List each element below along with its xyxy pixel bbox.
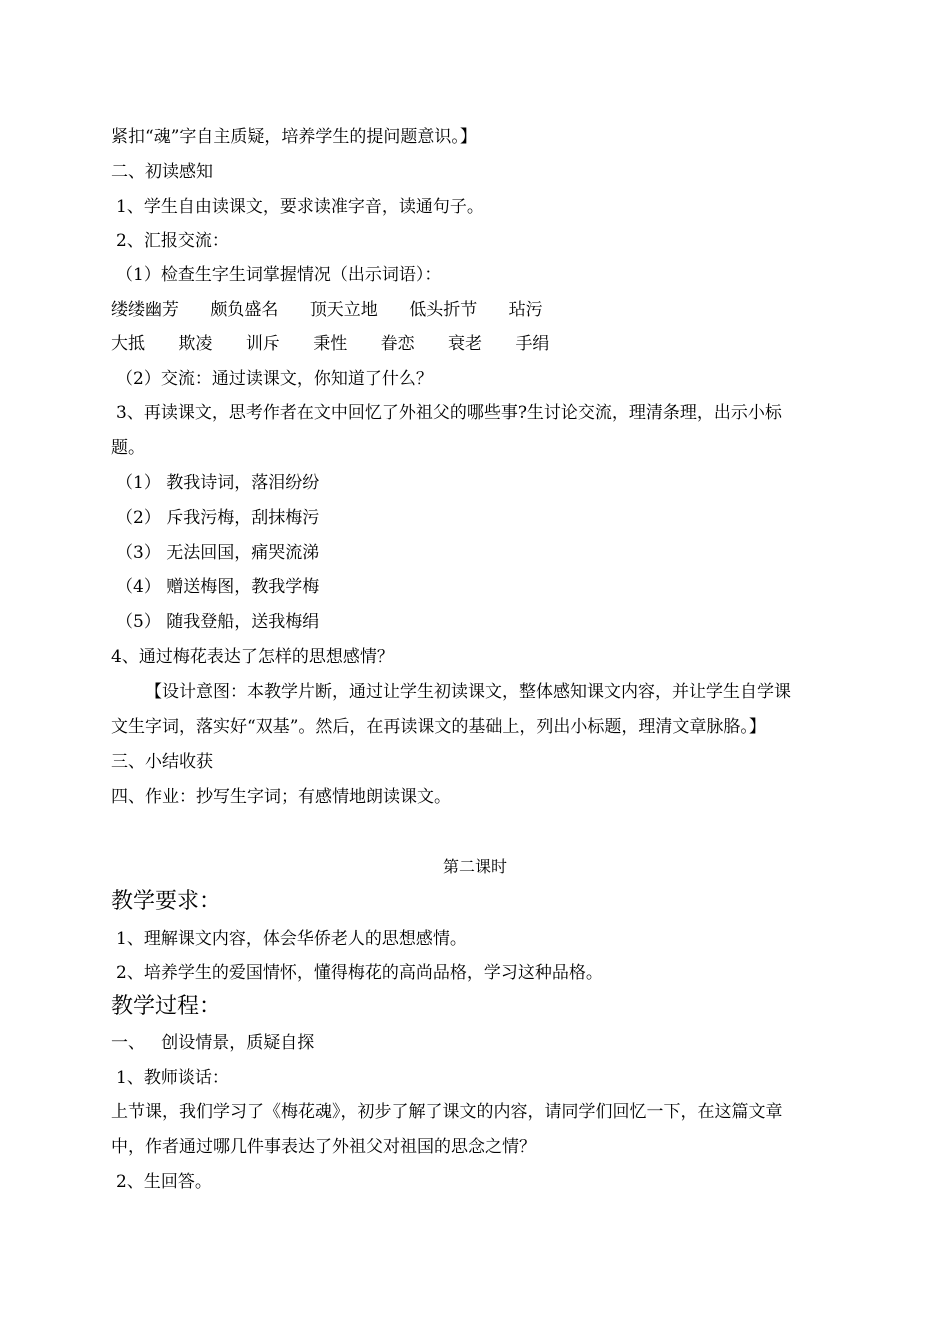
step-free-reading: 1、学生自由读课文，要求读准字音，读通句子。 — [116, 197, 484, 217]
requirement-item: 2、培养学生的爱国情怀，懂得梅花的高尚品格，学习这种品格。 — [116, 963, 603, 983]
section-heading-homework: 四、作业：抄写生字词；有感情地朗读课文。 — [111, 787, 451, 807]
vocab-word: 玷污 — [508, 300, 543, 320]
subtitle-item: （4） 赠送梅图，教我学梅 — [116, 577, 320, 597]
vocab-word: 顶天立地 — [309, 300, 378, 320]
subtitle-item: （3） 无法回国，痛哭流涕 — [116, 543, 320, 563]
teacher-talk-line-2: 中，作者通过哪几件事表达了外祖父对祖国的思念之情？ — [111, 1137, 536, 1157]
vocabulary-row-2 — [111, 332, 841, 356]
design-intent-ending: 紧扣“魂”字自主质疑，培养学生的提问题意识。】 — [111, 127, 477, 147]
vocab-word: 缕缕幽芳 — [111, 300, 179, 320]
vocab-word: 秉性 — [313, 334, 348, 354]
design-intent-line-1: 【设计意图：本教学片断，通过让学生初读课文，整体感知课文内容，并让学生自学课 — [145, 682, 791, 702]
design-intent-line-2: 文生字词，落实好“双基”。然后，在再读课文的基础上，列出小标题，理清文章脉胳。】 — [111, 717, 766, 737]
vocab-word: 手绢 — [515, 334, 550, 354]
step-emotion-question: 4、通过梅花表达了怎样的思想感情？ — [111, 647, 394, 667]
subtitle-item: （1） 教我诗词，落泪纷纷 — [116, 473, 320, 493]
subtitle-item: （2） 斥我污梅，刮抹梅污 — [116, 508, 320, 528]
section-heading-scenario: 一、 创设情景，质疑自探 — [111, 1033, 315, 1053]
section-heading-summary: 三、小结收获 — [111, 752, 213, 772]
vocab-word: 颇负盛名 — [210, 300, 279, 320]
teaching-process-heading: 教学过程： — [111, 994, 222, 1019]
step-student-answer: 2、生回答。 — [116, 1172, 212, 1192]
requirement-item: 1、理解课文内容，体会华侨老人的思想感情。 — [116, 929, 467, 949]
lesson-2-title: 第二课时 — [442, 857, 507, 876]
step-reread-line-2: 题。 — [111, 438, 145, 458]
check-vocabulary: （1）检查生字生词掌握情况（出示词语）： — [116, 265, 442, 285]
step-teacher-talk: 1、教师谈话： — [116, 1068, 229, 1088]
subtitle-item: （5） 随我登船，送我梅绢 — [116, 612, 320, 632]
teacher-talk-line-1: 上节课，我们学习了《梅花魂》，初步了解了课文的内容，请同学们回忆一下，在这篇文章 — [111, 1102, 783, 1122]
section-heading-initial-reading: 二、初读感知 — [111, 162, 213, 182]
vocab-word: 大抵 — [111, 334, 145, 354]
exchange-question: （2）交流：通过读课文，你知道了什么？ — [116, 369, 433, 389]
vocabulary-row-1 — [111, 298, 841, 322]
vocab-word: 低头折节 — [409, 300, 478, 320]
step-report-exchange: 2、汇报交流： — [116, 231, 229, 251]
vocab-word: 欺凌 — [178, 334, 213, 354]
step-reread-line-1: 3、再读课文，思考作者在文中回忆了外祖父的哪些事?生讨论交流，理清条理，出示小标 — [116, 403, 782, 423]
vocab-word: 眷恋 — [380, 334, 415, 354]
vocab-word: 训斥 — [245, 334, 280, 354]
vocab-word: 衰老 — [448, 334, 483, 354]
teaching-requirements-heading: 教学要求： — [111, 889, 222, 914]
